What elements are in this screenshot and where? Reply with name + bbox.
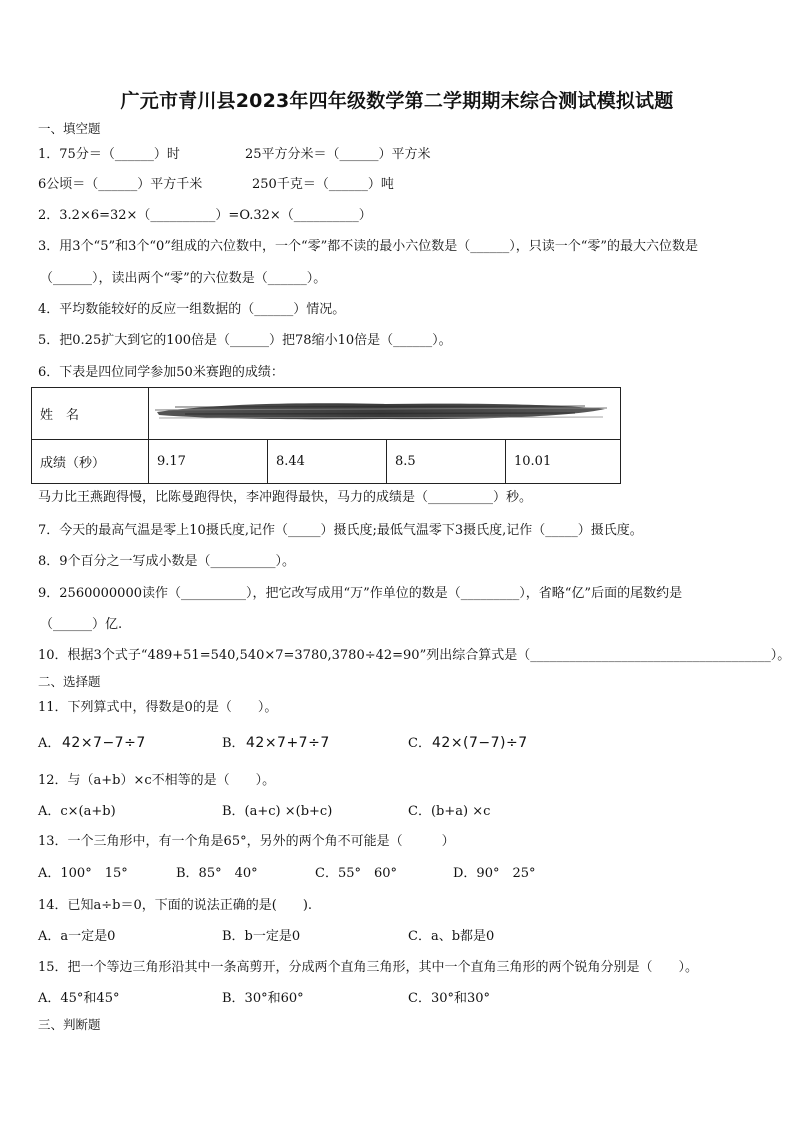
- q14-option-a: A．a一定是0: [38, 929, 116, 944]
- q14-option-c: C．a、b都是0: [408, 929, 495, 944]
- section-choice-heading: 二、选择题: [38, 674, 101, 689]
- q15-option-b: B．30°和60°: [222, 991, 304, 1006]
- scribbled-out-names: [155, 398, 607, 424]
- page-title: 广元市青川县2023年四年级数学第二学期期末综合测试模拟试题: [120, 90, 674, 112]
- table-row: [32, 388, 621, 440]
- score-cell-3: 8.5: [387, 440, 506, 484]
- score-cell-4: 10.01: [506, 440, 621, 484]
- table-row: [32, 440, 621, 484]
- q12-option-a: A．c×(a+b): [38, 804, 116, 819]
- score-table: [31, 387, 621, 484]
- q13-option-b: B．85° 40°: [176, 866, 258, 881]
- question-11: 11．下列算式中，得数是0的是（ ）。: [38, 700, 278, 715]
- table-header-name: 姓 名: [32, 388, 149, 440]
- question-4: 4．平均数能较好的反应一组数据的（______）情况。: [38, 302, 346, 317]
- q13-option-d: D．90° 25°: [453, 866, 536, 881]
- question-12: 12．与（a+b）×c不相等的是（ ）。: [38, 773, 276, 788]
- q13-option-a: A．100° 15°: [38, 866, 128, 881]
- q11-option-a-expr: 42×7−7÷7: [62, 735, 146, 751]
- q14-option-b: B．b一定是0: [222, 929, 301, 944]
- question-6: 6．下表是四位同学参加50米赛跑的成绩：: [38, 365, 284, 380]
- question-7: 7．今天的最高气温是零上10摄氏度,记作（_____）摄氏度;最低气温零下3摄氏度,记作（_____）摄氏度。: [38, 523, 643, 538]
- question-10: 10．根据3个式子“489+51=540,540×7=3780,3780÷42=90”列出综合算式是（_____________________________________）。: [38, 648, 791, 663]
- question-8: 8．9个百分之一写成小数是（__________）。: [38, 554, 296, 569]
- question-3-line1: 3．用3个“5”和3个“0”组成的六位数中，一个“零”都不读的最小六位数是（______），只读一个“零”的最大六位数是: [38, 239, 699, 254]
- q15-option-c: C．30°和30°: [408, 991, 491, 1006]
- q11-option-a-label: A．: [38, 736, 61, 751]
- question-15: 15．把一个等边三角形沿其中一条高剪开，分成两个直角三角形，其中一个直角三角形的两个锐角分别是（ ）。: [38, 960, 699, 975]
- q12-option-b: B．(a+c) ×(b+c): [222, 804, 333, 819]
- question-13: 13．一个三角形中，有一个角是65°，另外的两个角不可能是（ ）: [38, 834, 455, 849]
- question-1d: 250千克＝（______）吨: [252, 177, 394, 192]
- question-5: 5．把0.25扩大到它的100倍是（______）把78缩小10倍是（______）。: [38, 333, 452, 348]
- question-2: 2．3.2×6=32×（__________）=O.32×（__________）: [38, 208, 372, 223]
- q11-option-c-label: C．: [408, 736, 431, 751]
- names-cell-obscured: [149, 388, 621, 440]
- q15-option-a: A．45°和45°: [38, 991, 120, 1006]
- question-6-followup: 马力比王燕跑得慢，比陈曼跑得快，李冲跑得最快，马力的成绩是（__________）秒。: [38, 490, 533, 505]
- q13-option-c: C．55° 60°: [315, 866, 398, 881]
- score-cell-1: 9.17: [149, 440, 268, 484]
- q12-option-c: C．(b+a) ×c: [408, 804, 491, 819]
- question-9-line2: （______）亿.: [40, 617, 123, 632]
- question-1c: 6公顷＝（______）平方千米: [38, 177, 203, 192]
- question-1b: 25平方分米＝（______）平方米: [245, 147, 431, 162]
- question-1a: 1．75分＝（______）时: [38, 147, 180, 162]
- question-3-line2: （______），读出两个“零”的六位数是（______）。: [40, 271, 327, 286]
- section-judgement-heading: 三、判断题: [38, 1017, 101, 1032]
- question-9-line1: 9．2560000000读作（__________），把它改写成用“万”作单位的数是（_________），省略“亿”后面的尾数约是: [38, 586, 683, 601]
- q11-option-b-label: B．: [222, 736, 245, 751]
- q11-option-c-expr: 42×(7−7)÷7: [432, 735, 528, 751]
- q11-option-b-expr: 42×7+7÷7: [246, 735, 330, 751]
- score-cell-2: 8.44: [268, 440, 387, 484]
- section-fill-in-heading: 一、填空题: [38, 121, 101, 136]
- question-14: 14．已知a÷b＝0，下面的说法正确的是( ).: [38, 898, 313, 913]
- table-row-label-score: 成绩（秒）: [32, 440, 149, 484]
